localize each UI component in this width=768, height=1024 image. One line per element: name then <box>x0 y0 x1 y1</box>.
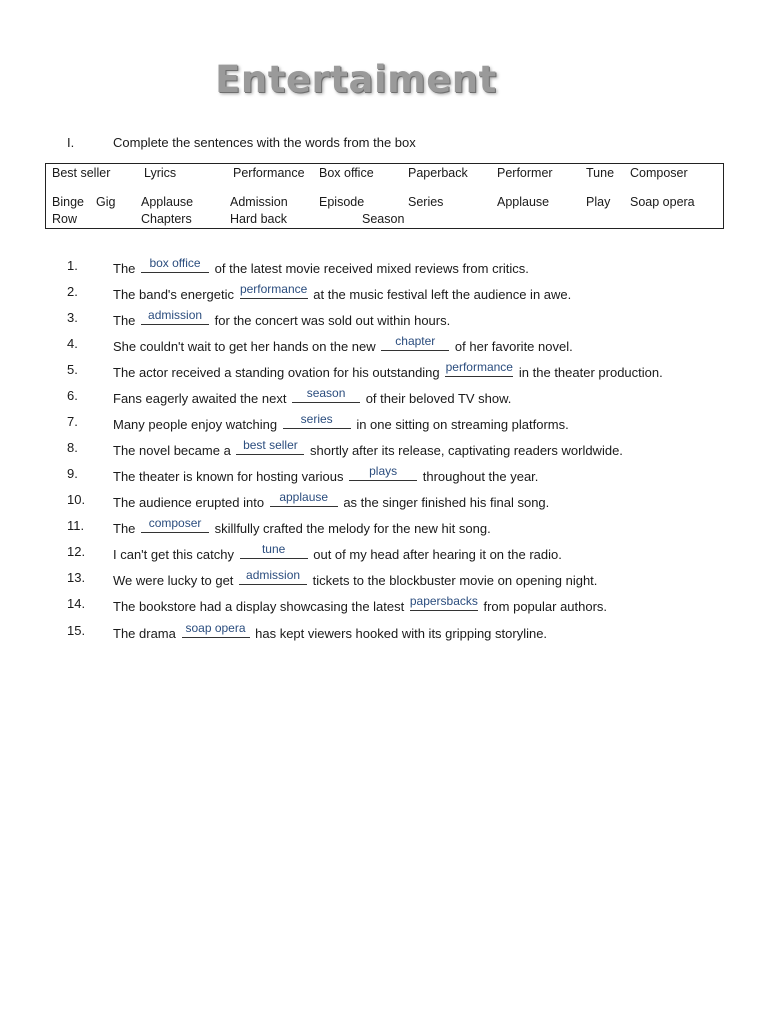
sentence-end: has kept viewers hooked with its gripping storyline. <box>255 626 548 641</box>
answer-blank[interactable] <box>240 544 308 559</box>
exercise-number: 10. <box>67 492 86 507</box>
answer-blank[interactable] <box>236 440 304 455</box>
exercise-number: 8. <box>67 440 78 455</box>
exercise-sentence <box>113 258 529 276</box>
handwritten-answer: composer <box>148 516 202 530</box>
answer-blank[interactable] <box>270 492 338 507</box>
sentence-start: The <box>113 261 136 276</box>
sentence-end: as the singer finished his final song. <box>343 495 550 510</box>
word-box-item: Binge <box>52 195 84 209</box>
handwritten-answer: chapter <box>395 334 436 348</box>
answer-blank[interactable] <box>240 284 308 299</box>
exercise-number: 12. <box>67 544 86 559</box>
sentence-end: of the latest movie received mixed reviews from critics. <box>214 261 529 276</box>
word-box-item: Best seller <box>52 166 111 180</box>
word-box-item: Admission <box>230 195 288 209</box>
exercise-number: 5. <box>67 362 78 377</box>
sentence-start: The <box>113 313 136 328</box>
exercise-number: 11. <box>67 518 85 533</box>
sentence-end: at the music festival left the audience in awe. <box>313 287 572 302</box>
sentence-start: Fans eagerly awaited the next <box>113 391 287 406</box>
sentence-end: in the theater production. <box>518 365 663 380</box>
exercise-number: 1. <box>67 258 78 273</box>
sentence-end: in one sitting on streaming platforms. <box>356 417 569 432</box>
instruction-number: I. <box>67 135 75 150</box>
exercise-number: 4. <box>67 336 78 351</box>
handwritten-answer: box office <box>149 256 201 270</box>
sentence-start: The theater is known for hosting various <box>113 469 344 484</box>
answer-blank[interactable] <box>182 623 250 638</box>
word-box-item: Series <box>408 195 444 209</box>
word-box-item: Soap opera <box>630 195 695 209</box>
sentence-start: The novel became a <box>113 443 231 458</box>
exercise-number: 3. <box>67 310 78 325</box>
answer-blank[interactable] <box>292 388 360 403</box>
handwritten-answer: tune <box>261 542 286 556</box>
sentence-start: She couldn't wait to get her hands on the new <box>113 339 376 354</box>
word-box-item: Hard back <box>230 212 287 226</box>
sentence-end: shortly after its release, captivating readers worldwide. <box>310 443 623 458</box>
sentence-end: skillfully crafted the melody for the new hit song. <box>214 521 491 536</box>
word-box <box>45 163 724 229</box>
word-box-item: Performer <box>497 166 553 180</box>
exercise-number: 14. <box>67 596 86 611</box>
word-box-item: Lyrics <box>144 166 177 180</box>
answer-blank[interactable] <box>283 414 351 429</box>
handwritten-answer: best seller <box>243 438 298 452</box>
word-box-item: Season <box>362 212 405 226</box>
answer-blank[interactable] <box>381 336 449 351</box>
word-box-item: Box office <box>319 166 374 180</box>
word-box-item: Applause <box>141 195 194 209</box>
answer-blank[interactable] <box>349 466 417 481</box>
exercise-sentence <box>113 440 623 458</box>
handwritten-answer: plays <box>369 464 398 478</box>
answer-blank[interactable] <box>410 596 478 611</box>
answer-blank[interactable] <box>141 258 209 273</box>
handwritten-answer: soap opera <box>185 621 246 635</box>
exercise-number: 7. <box>67 414 78 429</box>
exercise-sentence <box>113 388 511 406</box>
sentence-end: from popular authors. <box>483 599 608 614</box>
handwritten-answer: series <box>300 412 333 426</box>
word-box-item: Paperback <box>408 166 468 180</box>
exercise-sentence <box>113 492 549 510</box>
exercise-sentence <box>113 310 450 328</box>
handwritten-answer: admission <box>246 568 301 582</box>
exercise-sentence <box>113 544 562 562</box>
sentence-end: tickets to the blockbuster movie on opening night. <box>312 573 598 588</box>
word-box-item: Performance <box>233 166 305 180</box>
answer-blank[interactable] <box>141 310 209 325</box>
sentence-end: of their beloved TV show. <box>365 391 512 406</box>
sentence-start: We were lucky to get <box>113 573 234 588</box>
exercise-sentence <box>113 466 538 484</box>
exercise-sentence <box>113 623 547 641</box>
exercise-number: 13. <box>67 570 86 585</box>
sentence-start: The drama <box>113 626 176 641</box>
handwritten-answer: season <box>306 386 346 400</box>
word-box-item: Gig <box>96 195 116 209</box>
exercise-sentence <box>113 336 573 354</box>
sentence-start: The band's energetic <box>113 287 235 302</box>
sentence-start: Many people enjoy watching <box>113 417 278 432</box>
exercise-number: 9. <box>67 466 78 481</box>
exercise-sentence <box>113 414 569 432</box>
exercise-number: 2. <box>67 284 78 299</box>
handwritten-answer: applause <box>279 490 329 504</box>
word-box-item: Episode <box>319 195 365 209</box>
handwritten-answer: papersbacks <box>409 594 478 608</box>
sentence-end: out of my head after hearing it on the radio. <box>313 547 562 562</box>
handwritten-answer: performance <box>445 360 513 374</box>
sentence-end: for the concert was sold out within hours. <box>214 313 451 328</box>
word-box-item: Row <box>52 212 78 226</box>
word-box-item: Composer <box>630 166 688 180</box>
exercise-sentence <box>113 362 663 380</box>
sentence-start: The actor received a standing ovation for his outstanding <box>113 365 440 380</box>
word-box-item: Chapters <box>141 212 192 226</box>
word-box-item: Play <box>586 195 611 209</box>
answer-blank[interactable] <box>141 518 209 533</box>
exercise-sentence <box>113 596 607 614</box>
sentence-start: I can't get this catchy <box>113 547 234 562</box>
sentence-end: of her favorite novel. <box>454 339 573 354</box>
handwritten-answer: performance <box>239 282 308 296</box>
word-box-item: Applause <box>497 195 550 209</box>
exercise-sentence <box>113 518 491 536</box>
sentence-start: The <box>113 521 136 536</box>
sentence-end: throughout the year. <box>422 469 539 484</box>
exercise-number: 6. <box>67 388 78 403</box>
instruction-text: Complete the sentences with the words from the box <box>113 135 416 150</box>
page-title: Entertaiment <box>215 58 497 101</box>
exercise-sentence <box>113 570 597 588</box>
word-box-item: Tune <box>586 166 615 180</box>
exercise-sentence <box>113 284 571 302</box>
answer-blank[interactable] <box>239 570 307 585</box>
sentence-start: The audience erupted into <box>113 495 265 510</box>
answer-blank[interactable] <box>445 362 513 377</box>
sentence-start: The bookstore had a display showcasing the latest <box>113 599 405 614</box>
handwritten-answer: admission <box>148 308 203 322</box>
exercise-number: 15. <box>67 623 86 638</box>
